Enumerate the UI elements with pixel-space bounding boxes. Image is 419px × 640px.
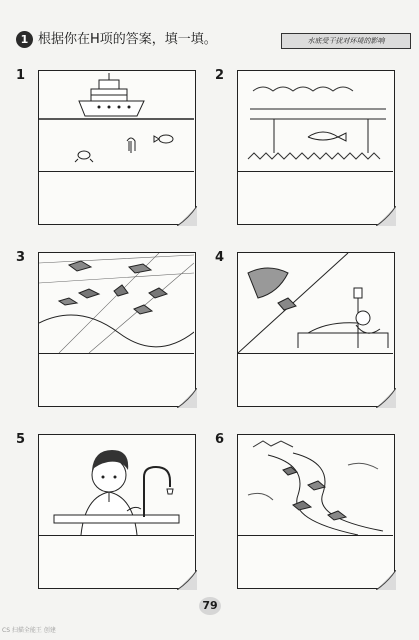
boy-at-tap-illustration xyxy=(39,435,194,535)
question-instruction: 根据你在H项的答案，填一填。 xyxy=(38,32,217,47)
answer-box[interactable] xyxy=(39,172,194,224)
topic-banner: 水底受干扰对环境的影响 xyxy=(281,33,411,49)
page-curl-icon xyxy=(177,206,197,226)
picture-panel-5 xyxy=(16,432,196,589)
page-curl-icon xyxy=(177,388,197,408)
panel-frame xyxy=(237,252,395,407)
panel-number: 3 xyxy=(16,250,26,265)
answer-box[interactable] xyxy=(238,172,393,224)
panel-frame xyxy=(38,434,196,589)
picture-panel-4 xyxy=(215,250,395,407)
page-curl-icon xyxy=(376,206,396,226)
panel-frame xyxy=(38,252,196,407)
ship-illustration xyxy=(39,71,194,171)
picture-panel-3 xyxy=(16,250,196,407)
question-header xyxy=(16,30,411,52)
question-number: 1 xyxy=(16,31,33,48)
panel-illustration xyxy=(39,71,194,172)
panel-illustration xyxy=(238,71,393,172)
panel-frame xyxy=(237,434,395,589)
panel-number: 1 xyxy=(16,68,26,83)
hospital-illustration xyxy=(238,253,393,353)
answer-box[interactable] xyxy=(39,536,194,588)
panel-number: 2 xyxy=(215,68,225,83)
panel-illustration xyxy=(39,435,194,536)
panel-number: 6 xyxy=(215,432,225,447)
picture-panel-6 xyxy=(215,432,395,589)
panel-frame xyxy=(38,70,196,225)
dirty-river-illustration xyxy=(238,435,393,535)
panel-illustration xyxy=(238,435,393,536)
picture-panel-1 xyxy=(16,68,196,225)
panel-illustration xyxy=(39,253,194,354)
page-curl-icon xyxy=(376,388,396,408)
stream-illustration xyxy=(238,71,393,171)
answer-box[interactable] xyxy=(238,536,393,588)
answer-box[interactable] xyxy=(238,354,393,406)
panel-illustration xyxy=(238,253,393,354)
panel-frame xyxy=(237,70,395,225)
page-curl-icon xyxy=(177,570,197,590)
panel-number: 5 xyxy=(16,432,26,447)
answer-box[interactable] xyxy=(39,354,194,406)
panel-number: 4 xyxy=(215,250,225,265)
page-number: 79 xyxy=(197,597,223,615)
picture-panel-2 xyxy=(215,68,395,225)
page-curl-icon xyxy=(376,570,396,590)
scanner-watermark: CS 扫描全能王 创建 xyxy=(2,627,56,634)
polluted-river-illustration xyxy=(39,253,194,353)
